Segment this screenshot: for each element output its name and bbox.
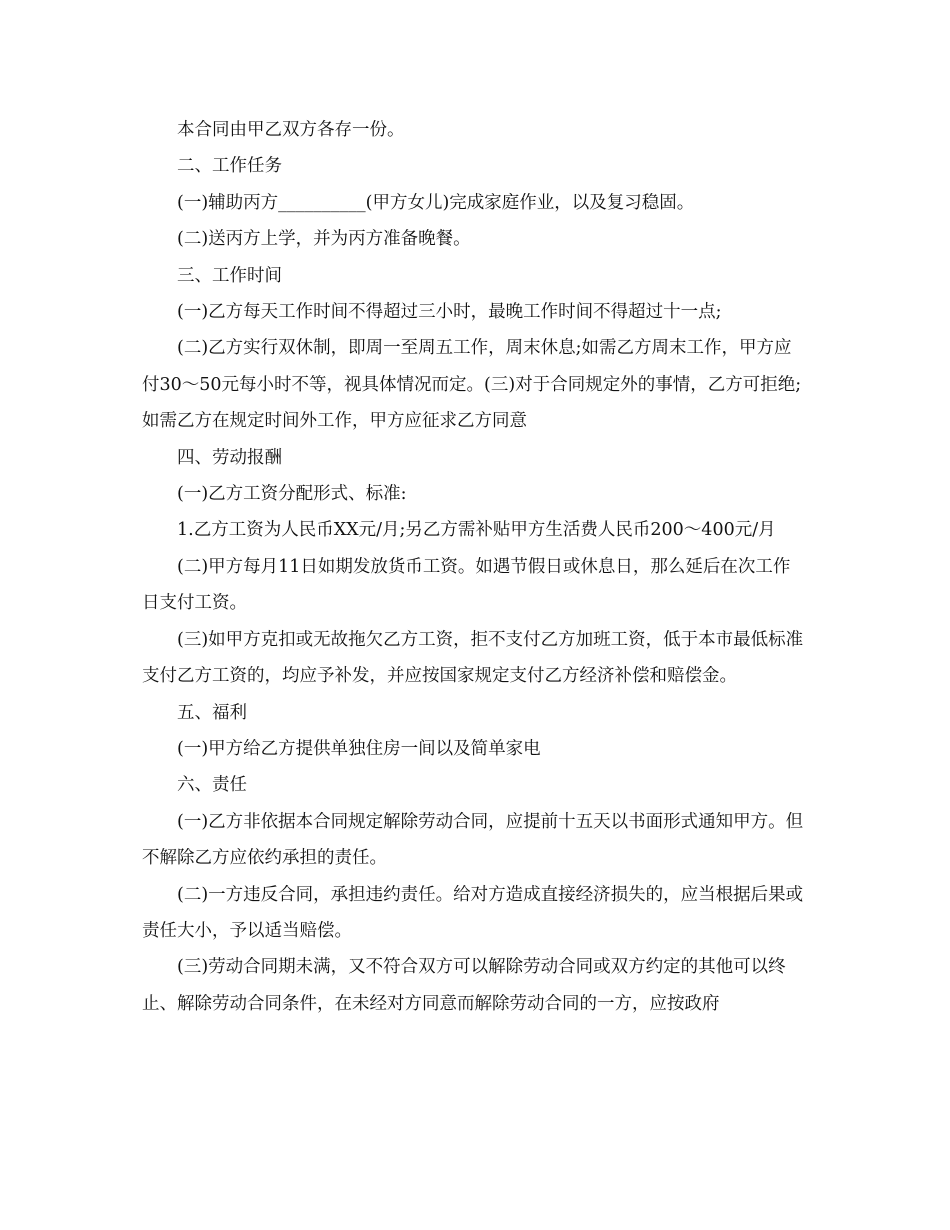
paragraph-hours-2: (二)乙方实行双休制，即周一至周五工作，周末休息;如需乙方周末工作，甲方应付30～50元每小时不等，视具体情况而定。(三)对于合同规定外的事情，乙方可拒绝;如需乙方在规定时间外工作，甲方应征求乙方同意 <box>142 338 802 432</box>
paragraph-pay-withholding: (三)如甲方克扣或无故拖欠乙方工资，拒不支付乙方加班工资，低于本市最低标准支付乙方工资的，均应予补发，并应按国家规定支付乙方经济补偿和赔偿金。 <box>142 629 804 687</box>
paragraph-benefits-1: (一)甲方给乙方提供单独住房一间以及简单家电 <box>177 738 541 759</box>
paragraph-pay-date: (二)甲方每月11日如期发放货币工资。如遇节假日或休息日，那么延后在次工作日支付工资。 <box>142 556 791 614</box>
paragraph-copies-held: 本合同由甲乙双方各存一份。 <box>177 120 405 140</box>
paragraph-responsibility-3: (三)劳动合同期未满，又不符合双方可以解除劳动合同或双方约定的其他可以终止、解除劳动合同条件，在未经对方同意而解除劳动合同的一方，应按政府 <box>142 957 786 1014</box>
section-heading-work-hours: 三、工作时间 <box>177 265 282 286</box>
section-heading-responsibility: 六、责任 <box>177 775 247 796</box>
paragraph-hours-1: (一)乙方每天工作时间不得超过三小时，最晚工作时间不得超过十一点; <box>177 302 722 323</box>
paragraph-task-2: (二)送丙方上学，并为丙方准备晚餐。 <box>177 229 471 250</box>
paragraph-task-1: (一)辅助丙方__________(甲方女儿)完成家庭作业，以及复习稳固。 <box>177 192 695 213</box>
section-heading-remuneration: 四、劳动报酬 <box>177 447 282 468</box>
section-heading-work-tasks: 二、工作任务 <box>177 156 282 177</box>
paragraph-responsibility-1: (一)乙方非依据本合同规定解除劳动合同，应提前十五天以书面形式通知甲方。但不解除乙方应依约承担的责任。 <box>142 811 804 869</box>
paragraph-pay-amount: 1.乙方工资为人民币XX元/月;另乙方需补贴甲方生活费人民币200～400元/月 <box>177 520 776 541</box>
paragraph-responsibility-2: (二)一方违反合同，承担违约责任。给对方造成直接经济损失的，应当根据后果或责任大小，予以适当赔偿。 <box>142 884 804 941</box>
paragraph-pay-form: (一)乙方工资分配形式、标准: <box>177 484 407 505</box>
document-page <box>142 112 807 1022</box>
section-heading-benefits: 五、福利 <box>177 702 247 723</box>
